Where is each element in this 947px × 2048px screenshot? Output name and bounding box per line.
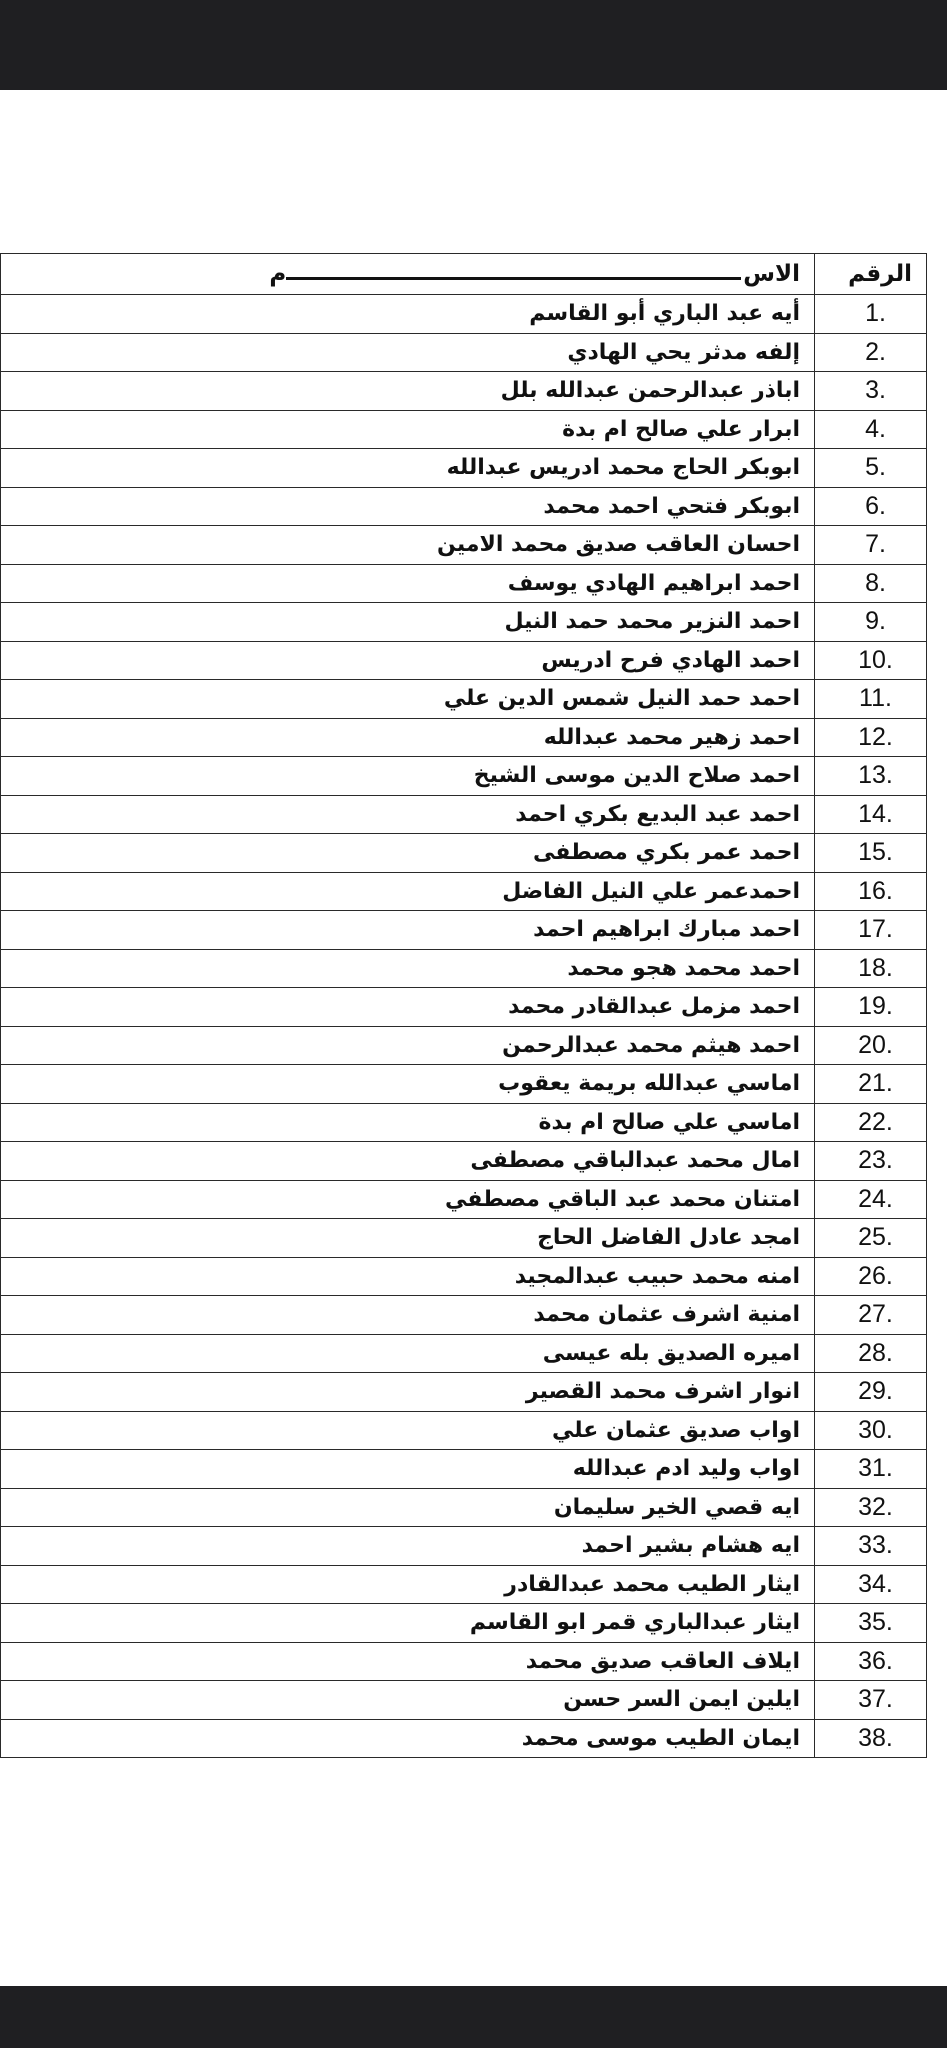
bottom-dark-bar (0, 1986, 947, 2048)
row-number: 17. (815, 911, 927, 950)
row-number: 15. (815, 834, 927, 873)
student-name: امال محمد عبدالباقي مصطفى (1, 1142, 815, 1181)
student-name: إلفه مدثر يحي الهادي (1, 333, 815, 372)
row-number: 19. (815, 988, 927, 1027)
table-row (1, 1642, 927, 1681)
table-row (1, 911, 927, 950)
table-row (1, 680, 927, 719)
row-number: 6. (815, 487, 927, 526)
student-name: أيه عبد الباري أبو القاسم (1, 295, 815, 334)
student-name: اماسي عبدالله بريمة يعقوب (1, 1065, 815, 1104)
row-number: 11. (815, 680, 927, 719)
table-row (1, 333, 927, 372)
student-name: ايلين ايمن السر حسن (1, 1681, 815, 1720)
row-number: 24. (815, 1180, 927, 1219)
table-row (1, 872, 927, 911)
student-name: احسان العاقب صديق محمد الامين (1, 526, 815, 565)
name-column-header (1, 254, 815, 295)
row-number: 8. (815, 564, 927, 603)
row-number: 36. (815, 1642, 927, 1681)
student-name: اماسي علي صالح ام بدة (1, 1103, 815, 1142)
student-name: ايثار الطيب محمد عبدالقادر (1, 1565, 815, 1604)
table-row (1, 1450, 927, 1489)
table-row (1, 1334, 927, 1373)
student-name: اباذر عبدالرحمن عبدالله بلل (1, 372, 815, 411)
student-name: ابوبكر الحاج محمد ادريس عبدالله (1, 449, 815, 488)
name-header-underline (286, 277, 741, 280)
table-row (1, 1565, 927, 1604)
student-name: احمد ابراهيم الهادي يوسف (1, 564, 815, 603)
name-header-end: م (269, 261, 287, 287)
student-name: امتنان محمد عبد الباقي مصطفي (1, 1180, 815, 1219)
number-column-header: الرقم (815, 254, 927, 295)
row-number: 26. (815, 1257, 927, 1296)
row-number: 16. (815, 872, 927, 911)
row-number: 33. (815, 1527, 927, 1566)
row-number: 23. (815, 1142, 927, 1181)
table-header-row (1, 254, 927, 295)
row-number: 38. (815, 1719, 927, 1758)
student-name: ايمان الطيب موسى محمد (1, 1719, 815, 1758)
student-name: ابرار علي صالح ام بدة (1, 410, 815, 449)
table-row (1, 757, 927, 796)
table-row (1, 641, 927, 680)
student-name: ايلاف العاقب صديق محمد (1, 1642, 815, 1681)
student-name: اواب وليد ادم عبدالله (1, 1450, 815, 1489)
row-number: 30. (815, 1411, 927, 1450)
table-row (1, 1488, 927, 1527)
student-name: احمد مزمل عبدالقادر محمد (1, 988, 815, 1027)
row-number: 14. (815, 795, 927, 834)
row-number: 3. (815, 372, 927, 411)
student-name: انوار اشرف محمد القصير (1, 1373, 815, 1412)
student-name: احمد زهير محمد عبدالله (1, 718, 815, 757)
row-number: 20. (815, 1026, 927, 1065)
student-name: احمد الهادي فرح ادريس (1, 641, 815, 680)
row-number: 27. (815, 1296, 927, 1335)
table-row (1, 1180, 927, 1219)
row-number: 31. (815, 1450, 927, 1489)
table-row (1, 1142, 927, 1181)
row-number: 28. (815, 1334, 927, 1373)
row-number: 13. (815, 757, 927, 796)
student-name: اواب صديق عثمان علي (1, 1411, 815, 1450)
row-number: 1. (815, 295, 927, 334)
student-name: احمد النزير محمد حمد النيل (1, 603, 815, 642)
row-number: 22. (815, 1103, 927, 1142)
student-name: ايه هشام بشير احمد (1, 1527, 815, 1566)
row-number: 32. (815, 1488, 927, 1527)
table-row (1, 564, 927, 603)
student-name: احمد مبارك ابراهيم احمد (1, 911, 815, 950)
student-name: ابوبكر فتحي احمد محمد (1, 487, 815, 526)
table-row (1, 988, 927, 1027)
table-row (1, 603, 927, 642)
table-row (1, 1527, 927, 1566)
row-number: 21. (815, 1065, 927, 1104)
table-row (1, 1296, 927, 1335)
row-number: 12. (815, 718, 927, 757)
student-name: امجد عادل الفاضل الحاج (1, 1219, 815, 1258)
table-row (1, 1604, 927, 1643)
row-number: 29. (815, 1373, 927, 1412)
student-name: احمد عبد البديع بكري احمد (1, 795, 815, 834)
table-row (1, 1719, 927, 1758)
name-header-start: الاس (743, 261, 800, 287)
student-name: امنه محمد حبيب عبدالمجيد (1, 1257, 815, 1296)
table-row (1, 718, 927, 757)
row-number: 2. (815, 333, 927, 372)
student-name: ايه قصي الخير سليمان (1, 1488, 815, 1527)
student-name: احمد حمد النيل شمس الدين علي (1, 680, 815, 719)
table-row (1, 449, 927, 488)
table-row (1, 1373, 927, 1412)
row-number: 9. (815, 603, 927, 642)
student-name: احمد صلاح الدين موسى الشيخ (1, 757, 815, 796)
row-number: 18. (815, 949, 927, 988)
top-dark-bar (0, 0, 947, 90)
table-row (1, 1411, 927, 1450)
table-row (1, 1026, 927, 1065)
student-name: احمدعمر علي النيل الفاضل (1, 872, 815, 911)
table-body (1, 295, 927, 1758)
table-row (1, 1681, 927, 1720)
table-row (1, 526, 927, 565)
student-name: احمد عمر بكري مصطفى (1, 834, 815, 873)
table-row (1, 372, 927, 411)
table-row (1, 295, 927, 334)
table-row (1, 1257, 927, 1296)
row-number: 25. (815, 1219, 927, 1258)
student-name: احمد هيثم محمد عبدالرحمن (1, 1026, 815, 1065)
row-number: 5. (815, 449, 927, 488)
student-name: احمد محمد هجو محمد (1, 949, 815, 988)
names-table (0, 253, 927, 1758)
table-row (1, 1065, 927, 1104)
student-name: اميره الصديق بله عيسى (1, 1334, 815, 1373)
row-number: 35. (815, 1604, 927, 1643)
table-row (1, 795, 927, 834)
row-number: 34. (815, 1565, 927, 1604)
table-row (1, 1103, 927, 1142)
row-number: 10. (815, 641, 927, 680)
table-row (1, 1219, 927, 1258)
table-row (1, 949, 927, 988)
row-number: 4. (815, 410, 927, 449)
student-name: امنية اشرف عثمان محمد (1, 1296, 815, 1335)
table-row (1, 834, 927, 873)
table-row (1, 487, 927, 526)
row-number: 37. (815, 1681, 927, 1720)
student-name: ايثار عبدالباري قمر ابو القاسم (1, 1604, 815, 1643)
row-number: 7. (815, 526, 927, 565)
table-row (1, 410, 927, 449)
